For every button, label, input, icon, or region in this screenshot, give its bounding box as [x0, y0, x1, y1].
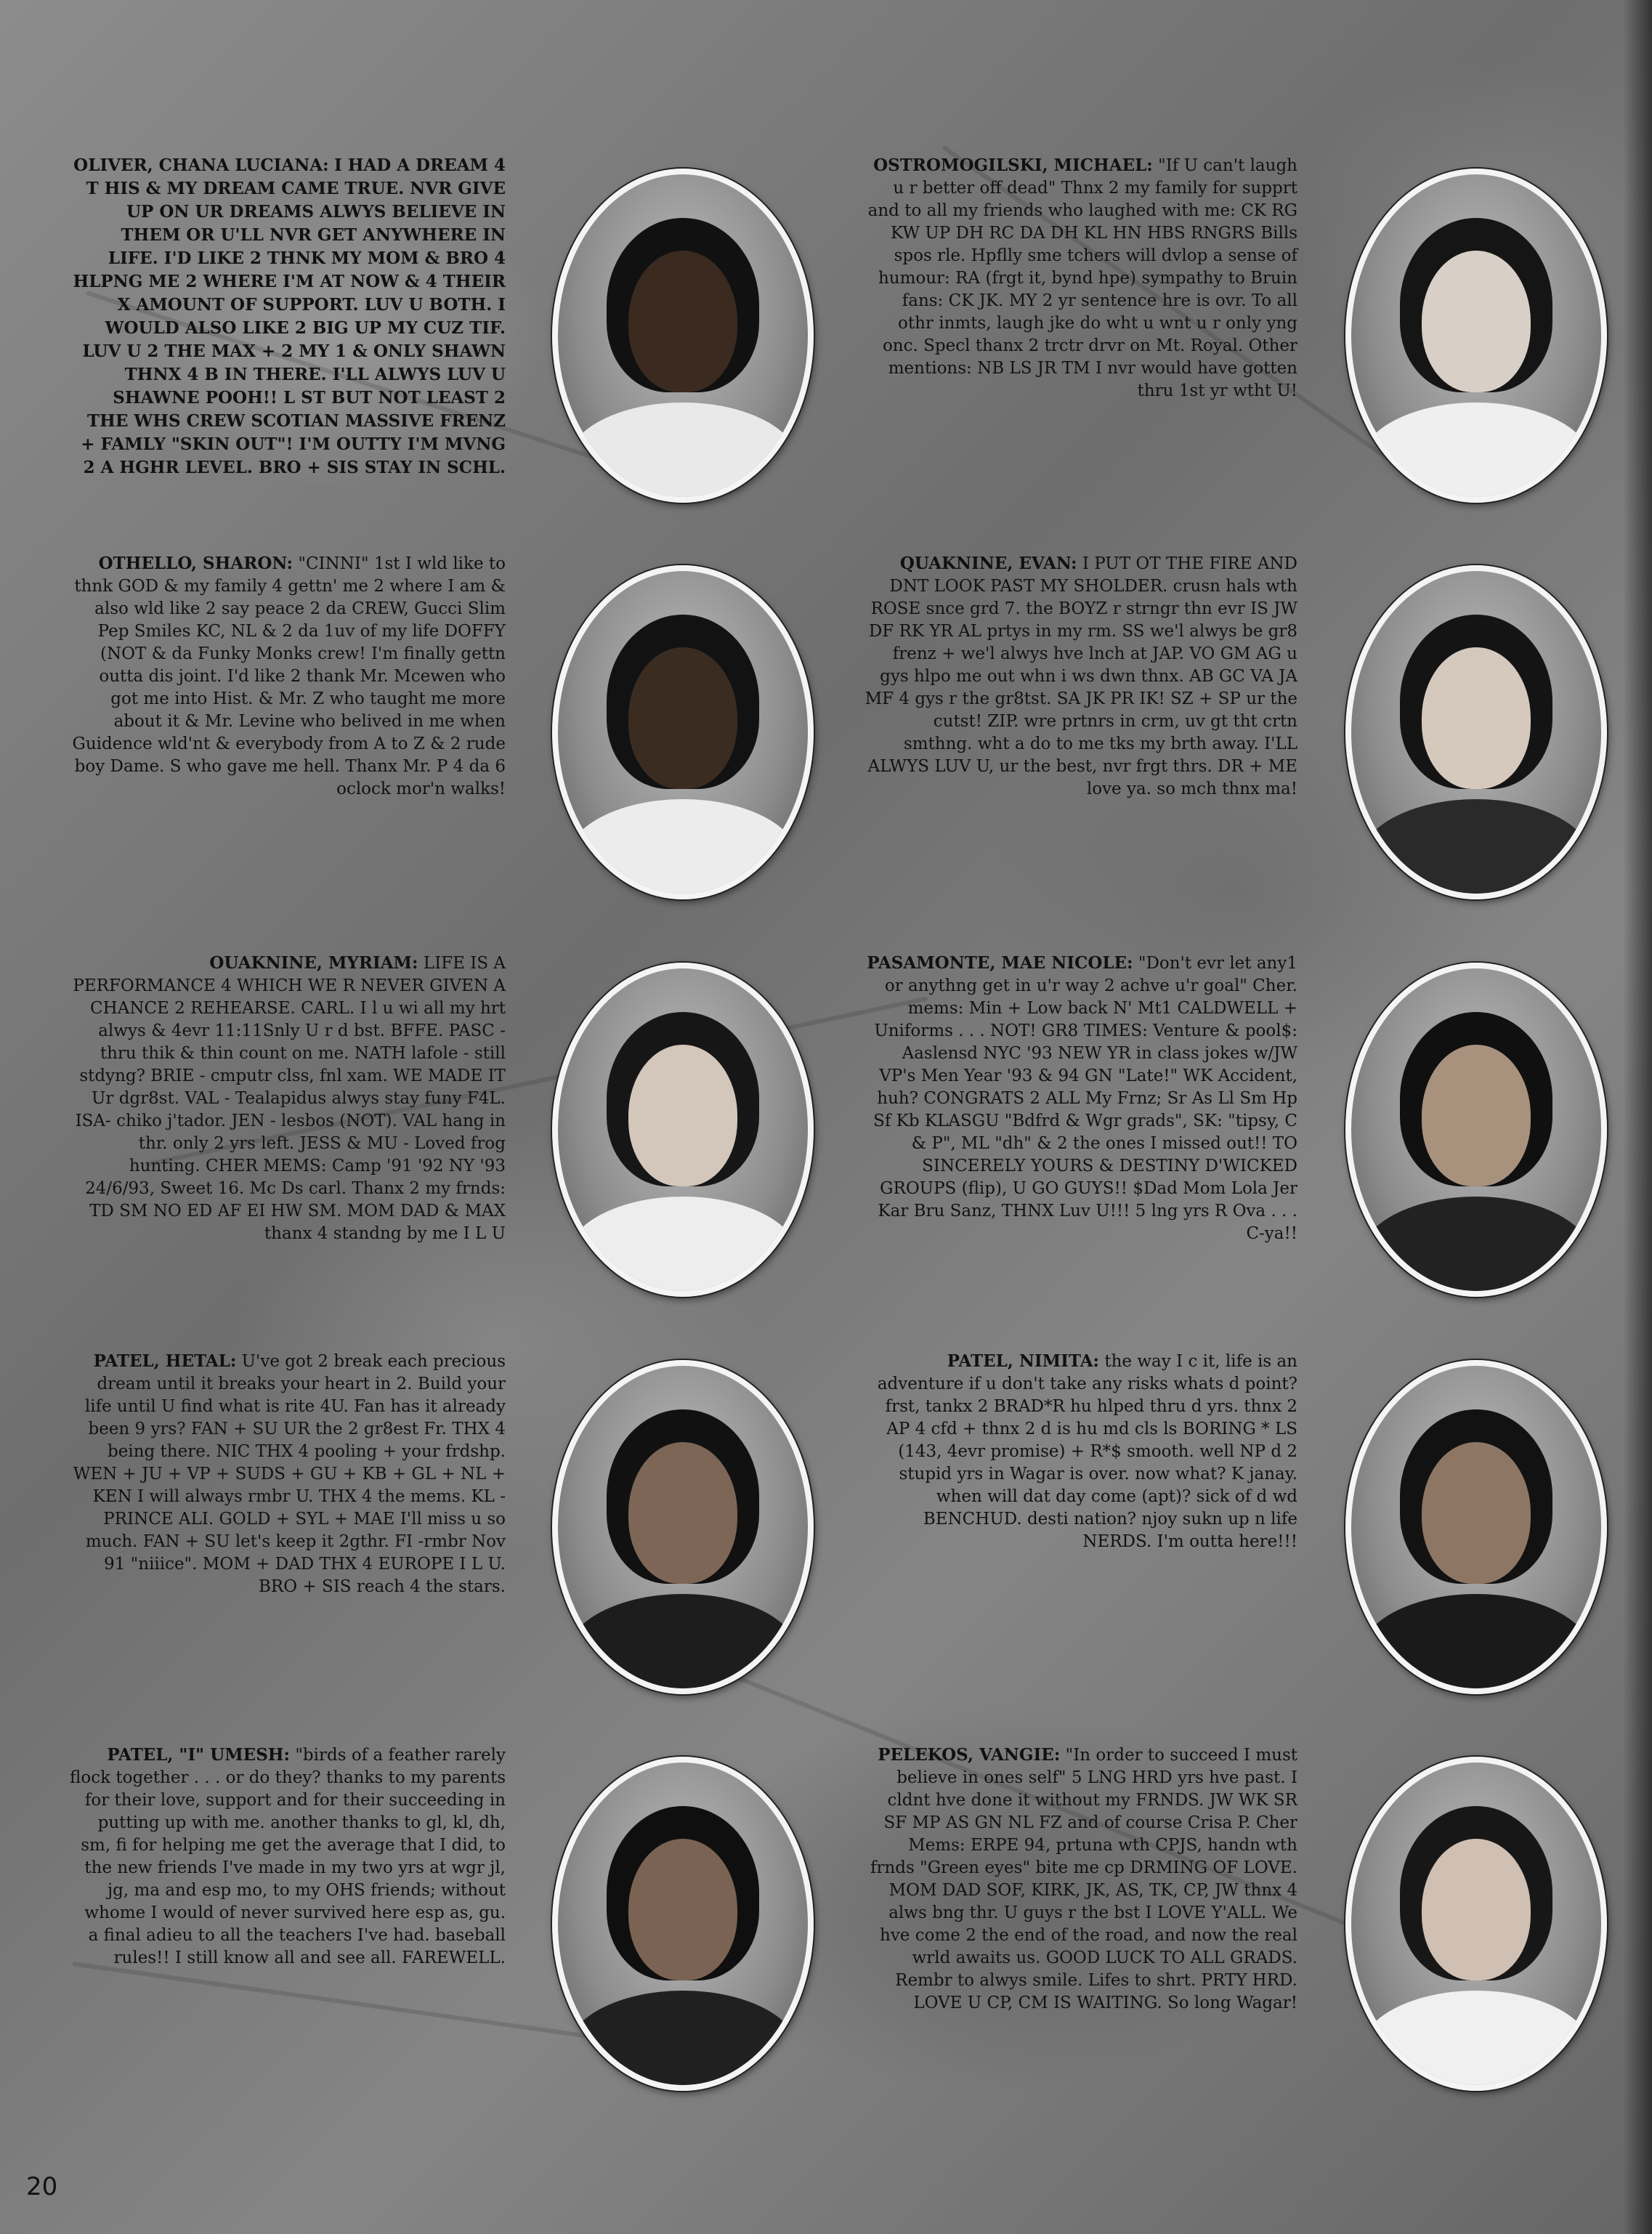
senior-entry-ostromogilski [862, 154, 1297, 402]
portrait-gown [567, 1594, 799, 1694]
portrait-face [1422, 1045, 1531, 1186]
student-write-up: U've got 2 break each precious dream until it breaks your heart in 2. Build your life until U find what is rite 4U. Fan has it already been 9 yrs? FAN + SU UR the 2 gr8est Fr. THX 4 being there. NIC THX 4 pooling + your frdshp. WEN + JU + VP + SUDS + GU + KB + GL + NL + KEN I will always rmbr U. THX 4 the mems. KL - PRINCE ALI. GOLD + SYL + MAE I'll miss u so much. FAN + SU let's keep it 2gthr. FI -rmbr Nov 91 "niiice". MOM + DAD THX 4 EUROPE I L U. BRO + SIS reach 4 the stars. [73, 1352, 506, 1596]
student-write-up: LIFE IS A PERFORMANCE 4 WHICH WE R NEVER GIVEN A CHANCE 2 REHEARSE. CARL. I l u wi all my hrt alwys & 4evr 11:11Snly U r d bst. BFFE. PASC - thru thik & thin count on me. NATH lafole - still stdyng? BRIE - cmputr clss, fnl xam. WE MADE IT Ur dgr8st. VAL - Tealapidus alwys stay funy F4L. ISA- chiko j'tador. JEN - lesbos (NOT). VAL hang in thr. only 2 yrs left. JESS & MU - Loved frog hunting. CHER MEMS: Camp '91 '92 NY '93 24/6/93, Sweet 16. Mc Ds carl. Thanx 2 my frnds: TD SM NO ED AF EI HW SM. MOM DAD & MAX thanx 4 standng by me I L U [73, 954, 506, 1243]
student-write-up: I PUT OT THE FIRE AND DNT LOOK PAST MY SHOLDER. crusn hals wth ROSE snce grd 7. the BOYZ r strngr thn evr IS JW DF RK YR AL prtys in my rm. SS we'l alwys be gr8 frenz + we'l alwys hve lnch at JAP. VO GM AG u gys hlpo me out whn i ws dwn thnx. AB GC VA JA MF 4 gys r the gr8tst. SA JK PR IK! SZ + SP ur the cutst! ZIP. wre prtnrs in crm, uv gt tht crtn smthng. wht a do to me tks my brth away. I'LL ALWYS LUV U, ur the best, nvr frgt thrs. DR + ME love ya. so mch thnx ma! [865, 554, 1297, 798]
student-portrait [1345, 963, 1607, 1297]
portrait-gown [567, 1197, 799, 1297]
senior-entry-ouaknine [70, 952, 506, 1245]
student-name: OLIVER, CHANA LUCIANA: [73, 155, 329, 175]
page-number: 20 [26, 2172, 58, 2201]
student-write-up: the way I c it, life is an adventure if u don't take any risks whats d point? frst, tankx 2 BRAD*R hu hlped thru d yrs. thnx 2 AP 4 cfd + thnx 2 d is hu md cls ls BORING * LS (143, 4evr promise) + R*$ smooth. well NP d 2 stupid yrs in Wagar is over. now what? K janay. when will dat day come (apt)? sick of d wd BENCHUD. desti nation? njoy sukn up n life NERDS. I'm outta here!!! [877, 1352, 1297, 1551]
student-portrait [552, 1757, 814, 2091]
student-name: PASAMONTE, MAE NICOLE: [867, 953, 1133, 973]
portrait-face [1422, 251, 1531, 392]
senior-entry-oliver [70, 154, 506, 479]
student-name: PELEKOS, VANGIE: [878, 1745, 1061, 1765]
portrait-face [1422, 1839, 1531, 1980]
book-spine-shadow [1623, 0, 1652, 2234]
senior-entry-patel-nimita [862, 1350, 1297, 1553]
senior-entry-quaknine [862, 552, 1297, 801]
student-name: OSTROMOGILSKI, MICHAEL: [873, 155, 1153, 175]
portrait-gown [567, 402, 799, 503]
portrait-face [628, 1839, 737, 1980]
senior-entry-pelekos [862, 1744, 1297, 2015]
student-portrait [1345, 565, 1607, 899]
student-write-up: I HAD A DREAM 4 T HIS & MY DREAM CAME TRUE. NVR GIVE UP ON UR DREAMS ALWYS BELIEVE IN THEM OR U'LL NVR GET ANYWHERE IN LIFE. I'D LIKE 2 THNK MY MOM & BRO 4 HLPNG ME 2 WHERE I'M AT NOW & 4 THEIR X AMOUNT OF SUPPORT. LUV U BOTH. I WOULD ALSO LIKE 2 BIG UP MY CUZ TIF. LUV U 2 THE MAX + 2 MY 1 & ONLY SHAWN THNX 4 B IN THERE. I'LL ALWYS LUV U SHAWNE POOH!! L ST BUT NOT LEAST 2 THE WHS CREW SCOTIAN MASSIVE FRENZ + FAMLY "SKIN OUT"! I'M OUTTY I'M MVNG 2 A HGHR LEVEL. BRO + SIS STAY IN SCHL. [73, 155, 506, 477]
portrait-face [628, 1045, 737, 1186]
portrait-gown [567, 1991, 799, 2091]
student-write-up: "Don't evr let any1 or anythng get in u'r way 2 achve u'r goal" Cher. mems: Min + Low back N' Mt1 CALDWELL + Uniforms . . . NOT! GR8 TIMES: Venture & pool$: Aaslensd NYC '93 NEW YR in class jokes w/JW VP's Men Year '93 & 94 GN "Late!" WK Accident, huh? CONGRATS 2 ALL My Frnz; Sr As Ll Sm Hp Sf Kb KLASGU "Bdfrd & Wgr grads", SK: "tipsy, C & P", ML "dh" & 2 the ones I missed out!! TO SINCERELY YOURS & DESTINY D'WICKED GROUPS (flip), U GO GUYS!! $Dad Mom Lola Jer Kar Bru Sanz, THNX Luv U!!! 5 lng yrs R Ova . . . C-ya!! [873, 954, 1297, 1243]
senior-entry-patel-hetal [70, 1350, 506, 1598]
student-name: OUAKNINE, MYRIAM: [209, 953, 418, 973]
student-write-up: "CINNI" 1st I wld like to thnk GOD & my family 4 gettn' me 2 where I am & also wld like 2 say peace 2 da CREW, Gucci Slim Pep Smiles KC, NL & 2 da 1uv of my life DOFFY (NOT & da Funky Monks crew! I'm finally gettn outta dis joint. I'd like 2 thank Mr. Mcewen who got me into Hist. & Mr. Z who taught me more about it & Mr. Levine who belived in me when Guidence wld'nt & everybody from A to Z & 2 rude boy Dame. S who gave me hell. Thanx Mr. P 4 da 6 oclock mor'n walks! [72, 554, 506, 798]
portrait-gown [1360, 1991, 1592, 2091]
portrait-face [628, 251, 737, 392]
student-portrait [1345, 169, 1607, 503]
student-name: PATEL, "I" UMESH: [107, 1745, 291, 1765]
student-name: PATEL, HETAL: [93, 1351, 237, 1371]
senior-entry-pasamonte [862, 952, 1297, 1245]
student-portrait [552, 169, 814, 503]
portrait-gown [567, 799, 799, 899]
portrait-gown [1360, 402, 1592, 503]
student-write-up: "birds of a feather rarely flock together . . . or do they? thanks to my parents for their love, support and for their succeeding in putting up with me. another thanks to gl, kl, dh, sm, fi for helping me get the average that I did, to the new friends I've made in my two yrs at wgr jl, jg, ma and esp mo, to my OHS friends; without whome I would of never survived here esp as, gu. a final adieu to all the teachers I've had. baseball rules!! I still know all and see all. FAREWELL. [70, 1746, 506, 1967]
student-portrait [552, 963, 814, 1297]
portrait-gown [1360, 799, 1592, 899]
student-portrait [552, 1360, 814, 1694]
portrait-face [628, 1442, 737, 1584]
portrait-face [628, 647, 737, 789]
portrait-gown [1360, 1594, 1592, 1694]
student-name: QUAKNINE, EVAN: [899, 554, 1077, 573]
senior-entry-othello [70, 552, 506, 801]
senior-entry-patel-umesh [70, 1744, 506, 1970]
student-name: PATEL, NIMITA: [947, 1351, 1100, 1371]
student-name: OTHELLO, SHARON: [98, 554, 293, 573]
portrait-face [1422, 647, 1531, 789]
portrait-face [1422, 1442, 1531, 1584]
student-write-up: "In order to succeed I must believe in ones self" 5 LNG HRD yrs hve past. I cldnt hve done it without my FRNDS. JW WK SR SF MP AS GN NL FZ and of course Crisa P. Cher Mems: ERPE 94, prtuna wth CPJS, handn wth frnds "Green eyes" bite me cp DRMING OF LOVE. MOM DAD SOF, KIRK, JK, AS, TK, CP, JW thnx 4 alws bng thr. U guys r the bst I LOVE Y'ALL. We hve come 2 the end of the road, and now the real wrld awaits us. GOOD LUCK TO ALL GRADS. Rembr to alwys smile. Lifes to shrt. PRTY HRD. LOVE U CP, CM IS WAITING. So long Wagar! [870, 1746, 1297, 2012]
portrait-gown [1360, 1197, 1592, 1297]
student-portrait [1345, 1360, 1607, 1694]
student-write-up: "If U can't laugh u r better off dead" Thnx 2 my family for supprt and to all my friends who laughed with me: CK RG KW UP DH RC DA DH KL HN HBS RNGRS Bills spos rle. Hpflly sme tchers will dvlop a sense of humour: RA (frgt it, bynd hpe) sympathy to Bruin fans: CK JK. MY 2 yr sentence hre is ovr. To all othr inmts, laugh jke do wht u wnt u r only yng onc. Specl thanx 2 trctr drvr on Mt. Royal. Other mentions: NB LS JR TM I nvr would have gotten thru 1st yr wtht U! [867, 156, 1297, 400]
student-portrait [552, 565, 814, 899]
student-portrait [1345, 1757, 1607, 2091]
